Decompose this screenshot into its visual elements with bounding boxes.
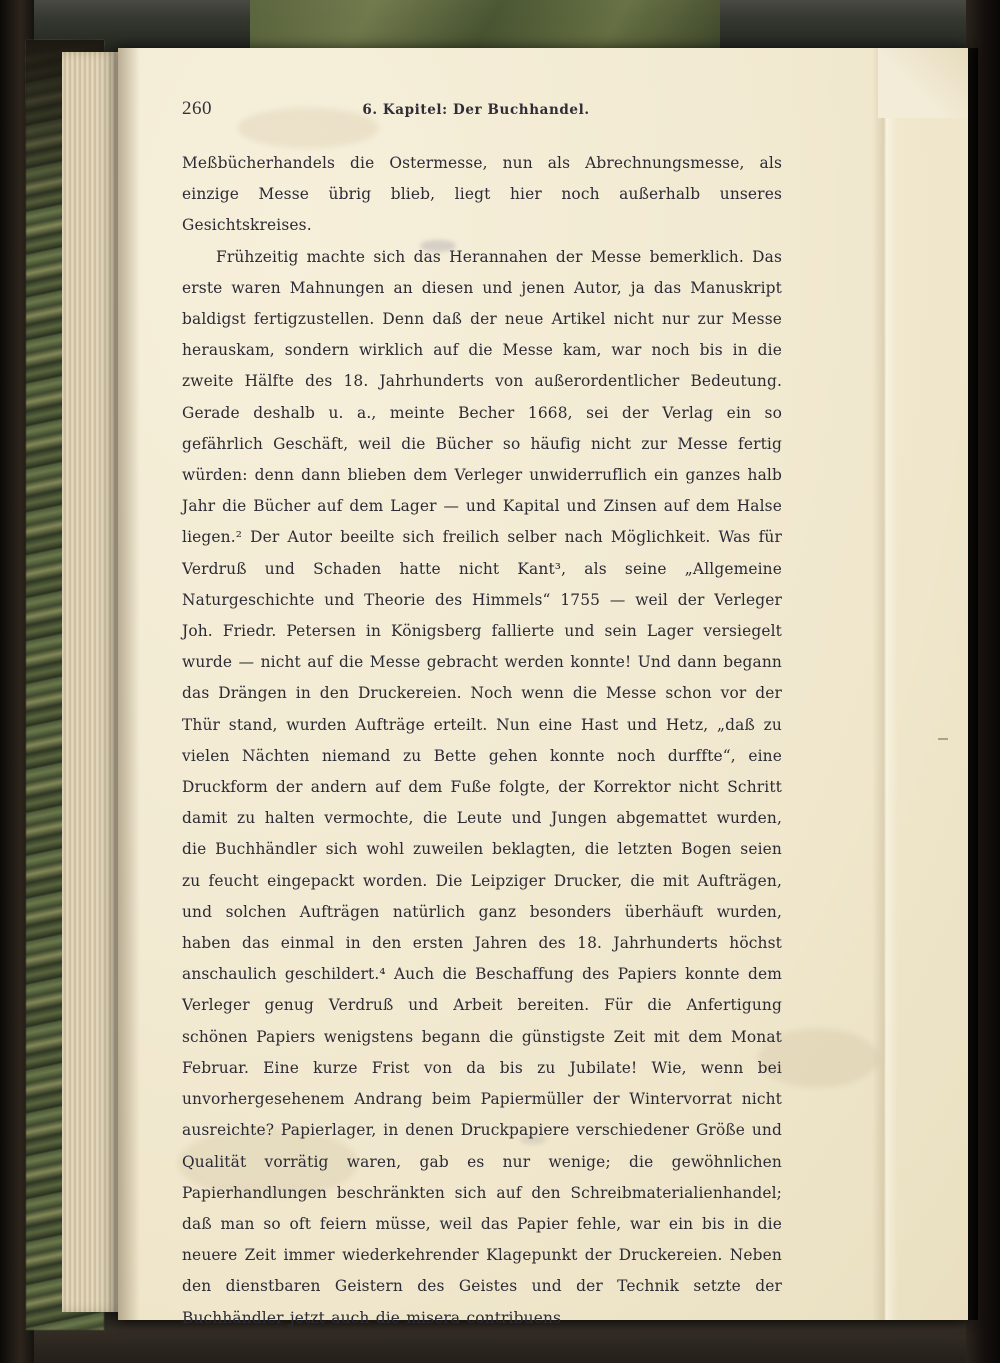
gutter-shadow — [118, 48, 140, 1320]
paragraph: Frühzeitig machte sich das Herannahen der Messe bemerklich. Das erste waren Mahnungen an diesen und jenen Autor, ja das Manuskript baldigst fertigzustellen. Denn daß der neue Artikel nicht nur zur Messe herauskam, sondern wirklich auf die Messe kam, war noch bis in die zweite Hälfte des 18. Jahrhunderts von außerordentlicher Bedeutung. Gerade deshalb u. a., meinte Becher 1668, sei der Verlag ein so gefährlich Geschäft, weil die Bücher so häufig nicht zur Messe fertig würden: denn dann blieben dem Verleger unwiderruflich ein ganzes halb Jahr die Bücher auf dem Lager — und Kapital und Zinsen auf dem Halse liegen.² Der Autor beeilte sich freilich selber nach Möglichkeit. Was für Verdruß und Schaden hatte nicht Kant³, als seine „Allgemeine Naturgeschichte und Theorie des Himmels“ 1755 — weil der Verleger Joh. Friedr. Petersen in Königsberg fallierte und sein Lager versiegelt wurde — nicht auf die Messe gebracht werden konnte! Und dann begann das Drängen in den Druckereien. Noch wenn die Messe schon vor der Thür stand, wurden Aufträge erteilt. Nun eine Hast und Hetz, „daß zu vielen Nächten niemand zu Bette gehen konnte noch durffte“, eine Druckform der andern auf dem Fuße folgte, der Korrektor nicht Schritt damit zu halten vermochte, die Leute und Jungen abgemattet wurden, die Buchhändler sich wohl zuweilen beklagten, die letzten Bogen seien zu feucht eingepackt worden. Die Leipziger Drucker, die mit Aufträgen, und solchen Aufträgen natürlich ganz besonders überhäuft wurden, haben das einmal in den ersten Jahren des 18. Jahrhunderts höchst anschaulich geschildert.⁴ Auch die Beschaffung des Papiers konnte dem Verleger genug Verdruß und Arbeit bereiten. Für die Anfertigung schönen Papiers wenigstens begann die günstigste Zeit mit dem Monat Februar. Eine kurze Frist von da bis zu Jubilate! Wie, wenn bei unvorhergesehenem Andrang beim Papiermüller der Wintervorrat nicht ausreichte? Papierlager, in denen Druckpapiere verschiedener Größe und Qualität vorrätig waren, gab es nur wenige; die gewöhnlichen Papierhandlungen beschränkten sich auf den Schreibmaterialienhandel; daß man so oft feiern müsse, weil das Papier fehle, war ein bis in die neuere Zeit immer wiederkehrender Klagepunkt der Druckereien. Neben den dienstbaren Geistern des Geistes und der Technik setzte der Buchhändler jetzt auch die misera contribuens — [182, 247, 782, 1327]
body-text — [182, 148, 782, 1334]
text-column — [182, 98, 782, 1334]
running-head: 6. Kapitel: Der Buchhandel. — [362, 102, 590, 118]
page-margin-tick — [938, 738, 948, 740]
page-header — [182, 98, 782, 120]
inner-board-right — [968, 48, 978, 1320]
paper-corner-fold — [878, 48, 968, 118]
page-number: 260 — [182, 98, 212, 119]
paper-crease — [872, 48, 898, 1320]
paragraph: Meßbücherhandels die Ostermesse, nun als Abrechnungsmesse, als einzige Messe übrig blieb, liegt hier noch außerhalb unseres Gesichtskreises. — [182, 154, 782, 235]
